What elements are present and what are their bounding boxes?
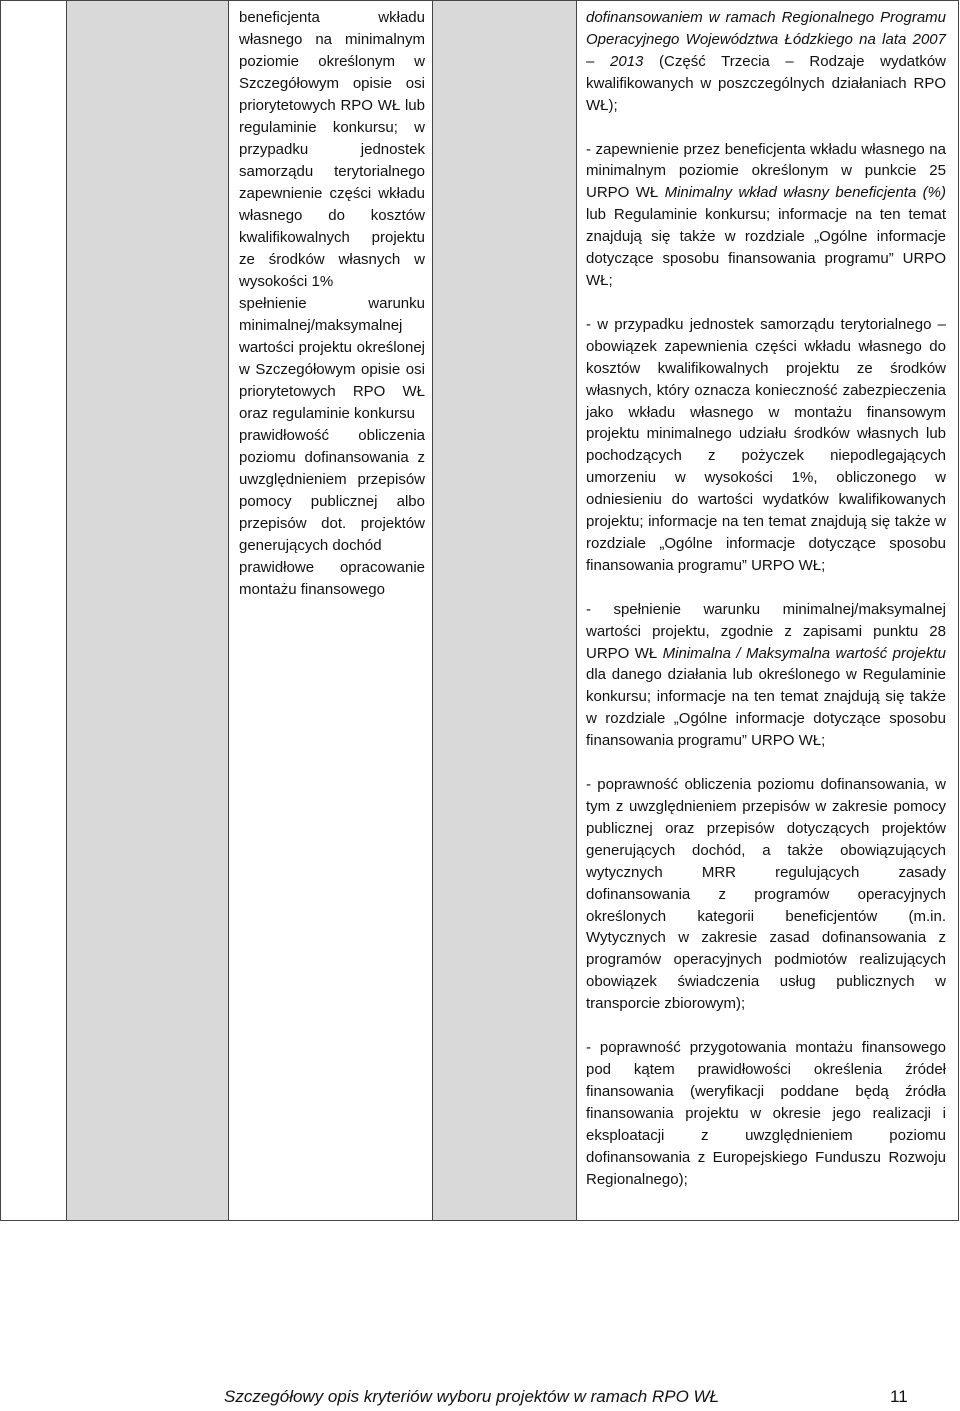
criterion-item: prawidłowe opracowanie montażu finansowego	[239, 559, 425, 598]
criteria-description	[586, 7, 946, 1190]
program-name: dofinansowaniem w ramach Regionalnego Programu Operacyjnego Województwa Łódzkiego na lata 2007 – 2013	[586, 9, 946, 70]
description-paragraph: - poprawność obliczenia poziomu dofinansowania, w tym z uwzględnieniem przepisów w zakresie pomocy publicznej oraz przepisów dotyczących projektów generujących dochód, a także obowiązujących wytycznych MRR regulujących zasady dofinansowania z programów operacyjnych określonych kategorii beneficjentów (m.in. Wytycznych w zakresie zasad dofinansowania z programów operacyjnych podmiotów realizujących obowiązek świadczenia usług publicznych w transporcie zbiorowym);	[586, 776, 946, 1013]
page-number: 11	[890, 1387, 908, 1406]
criterion-item: beneficjenta wkładu własnego na minimalnym poziomie określonym w Szczegółowym opisie osi priorytetowych RPO WŁ lub regulaminie konkursu; w przypadku jednostek samorządu terytorialnego zapewnienie części wkładu własnego do kosztów kwalifikowalnych projektu ze środków własnych w wysokości 1%	[239, 9, 425, 290]
description-text: lub Regulaminie konkursu; informacje na ten temat znajdują się także w rozdziale „Ogólne informacje dotyczące sposobu finansowania programu” URPO WŁ;	[586, 206, 946, 289]
description-paragraph: - w przypadku jednostek samorządu terytorialnego – obowiązek zapewnienia części wkładu własnego do kosztów kwalifikowalnych projektu ze środków własnych, który oznacza konieczność zabezpieczenia jako wkładu własnego w montażu finansowym projektu minimalnego udziału środków własnych lub pochodzących z pożyczek niepodlegających umorzeniu w wysokości 1%, obliczonego w odniesieniu do wartości wydatków kwalifikowanych projektu; informacje na ten temat znajdują się także w rozdziale „Ogólne informacje dotyczące sposobu finansowania programu” URPO WŁ;	[586, 315, 946, 574]
description-italic: Minimalny wkład własny beneficjenta (%)	[664, 184, 946, 202]
description-italic: Minimalna / Maksymalna wartość projektu	[662, 644, 946, 662]
criterion-item: prawidłowość obliczenia poziomu dofinansowania z uwzględnieniem przepisów pomocy publicznej albo przepisów dot. projektów generujących dochód	[239, 427, 425, 554]
description-text: - spełnienie warunku minimalnej/maksymalnej wartości projektu, zgodnie z zapisami punktu 28 URPO WŁ	[586, 600, 946, 662]
table-column-number	[0, 1, 67, 1220]
table-column-shaded-1	[67, 1, 228, 1220]
table-column-shaded-2	[433, 1, 576, 1220]
page-footer	[0, 1387, 960, 1411]
description-paragraph	[586, 7, 946, 117]
description-text: - zapewnienie przez beneficjenta wkładu własnego na minimalnym poziomie określonym w punkcie 25 URPO WŁ	[586, 140, 946, 202]
description-paragraph	[586, 139, 946, 292]
description-paragraph: - poprawność przygotowania montażu finansowego pod kątem prawidłowości określenia źródeł finansowania (weryfikacji poddane będą źródła finansowania projektu w okresie jego realizacji i eksploatacji z uwzględnieniem poziomu dofinansowania z Europejskiego Funduszu Rozwoju Regionalnego);	[586, 1039, 946, 1188]
description-text: dla danego działania lub określonego w Regulaminie konkursu; informacje na ten temat znajdują się także w rozdziale „Ogólne informacje dotyczące sposobu finansowania programu” URPO WŁ;	[586, 666, 946, 750]
criteria-list	[239, 7, 425, 601]
footer-title: Szczegółowy opis kryteriów wyboru projektów w ramach RPO WŁ	[224, 1387, 720, 1406]
description-paragraph	[586, 599, 946, 752]
criterion-item: spełnienie warunku minimalnej/maksymalnej wartości projektu określonej w Szczegółowym opisie osi priorytetowych RPO WŁ oraz regulaminie konkursu	[239, 295, 425, 422]
description-text: (Część Trzecia – Rodzaje wydatków kwalifikowanych w poszczególnych działaniach RPO WŁ);	[586, 52, 946, 114]
